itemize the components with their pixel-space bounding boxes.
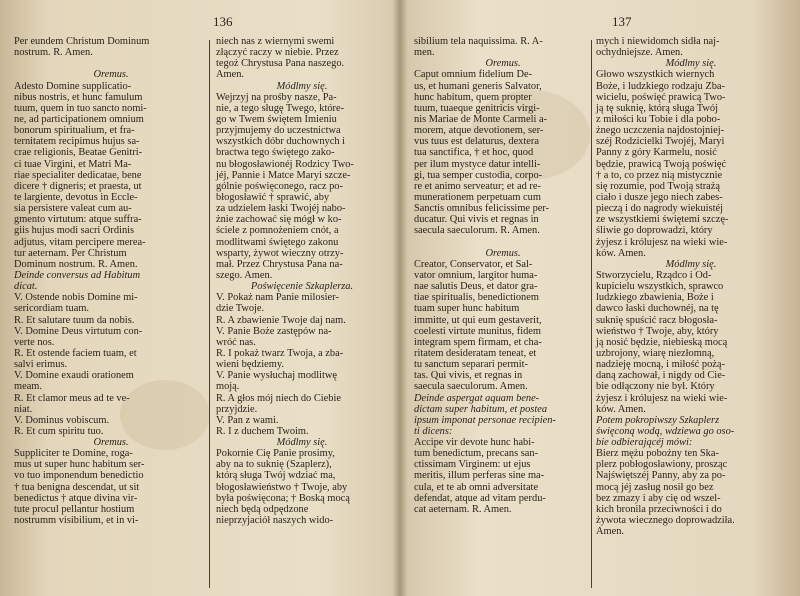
text-line: coelesti virtute munitus, fidem: [414, 325, 541, 337]
text-line: giis hujus modi sacri Ordinis: [14, 225, 135, 237]
text-line: ctissimam Virginem: ut ejus: [414, 459, 531, 471]
text-line: się rozumie, pod Twoją strażą: [596, 180, 721, 192]
text-line: wieni będziemy.: [216, 359, 284, 371]
text-line: plerz pobłogosławiony, prosząc: [596, 459, 728, 471]
text-line: mus ut super hunc habitum ser-: [14, 459, 145, 471]
text-line: munerationem perpetuam cum: [414, 191, 541, 203]
section-heading: Oremus.: [485, 58, 521, 70]
text-line: ci tuae Virgini, et Matri Ma-: [14, 158, 132, 170]
text-line: Caput omnium fidelium De-: [414, 69, 533, 81]
text-line: ne, ad participationem omnium: [14, 113, 144, 125]
text-line: V. Pokaż nam Panie milosier-: [216, 292, 339, 304]
text-line: suknię spuścić racz błogosła-: [596, 314, 718, 326]
rubric-line: Deinde aspergat aquam bene-: [414, 392, 540, 404]
text-line: Boże, i ludzkiego rodzaju Zba-: [596, 80, 725, 92]
text-line: Głowo wszystkich wiernych: [596, 69, 715, 81]
text-line: którą sługa Twój wdziać ma,: [216, 470, 336, 482]
text-line: tua sanctifica, † et hoc, quod: [414, 147, 534, 159]
text-line: tuum, quem in tuo sancto nomi-: [14, 102, 147, 114]
text-line: Dominum nostrum. R. Amen.: [14, 258, 138, 270]
text-line: nae salutis Deus, et dator gra-: [414, 281, 538, 293]
text-line: gólnie poświęconego, racz po-: [216, 180, 343, 192]
text-line: niech nas z wiernymi swemi: [216, 36, 335, 47]
text-line: V. Panie wysłuchaj modlitwę: [216, 370, 338, 382]
text-line: daną zachował, i nigdy od Cie-: [596, 370, 726, 382]
text-line: saecula saeculorum. R. Amen.: [414, 225, 540, 237]
text-line: moją.: [216, 381, 240, 393]
text-line: ducatur. Qui vivis et regnas in: [414, 214, 539, 226]
text-line: nie, a tego sługę Twego, które-: [216, 102, 345, 114]
text-line: meam.: [14, 381, 42, 393]
text-line: ze wszystkiemi świętemi szczę-: [596, 214, 729, 226]
rubric-line: dicat.: [14, 281, 38, 293]
text-line: salvi erimus.: [14, 359, 68, 371]
text-line: tuam super hunc habitum: [414, 303, 520, 315]
text-line: Adesto Domine supplicatio-: [14, 80, 132, 92]
text-line: nibus nostris, et hunc famulum: [14, 91, 143, 103]
latin-column: [414, 36, 592, 515]
text-line: tur aeternam. Per Christum: [14, 247, 127, 259]
text-line: dawco łaski duchownéj, na tę: [596, 303, 719, 315]
text-line: modlitwami świętego zakonu: [216, 236, 339, 248]
text-line: żywota wiecznego doprowadziła.: [596, 515, 735, 527]
text-line: V. Domine exaudi orationem: [14, 370, 134, 382]
text-line: będzie, prawicą Twoją poświęć: [596, 158, 727, 170]
text-line: jéj, Pannie i Matce Maryi szcze-: [216, 169, 351, 181]
text-line: vus tuus est delaturus, dextera: [414, 136, 539, 148]
section-heading: Oremus.: [485, 247, 521, 259]
text-line: tuum, tuaeque genitricis virgi-: [414, 102, 540, 114]
text-line: żnie zachować się mógł w ko-: [216, 214, 342, 226]
rubric-line: ti dicens:: [414, 425, 453, 437]
text-line: V. Panie Boże zastępów na-: [216, 325, 332, 337]
text-line: crae religionis, Beatae Genitri-: [14, 147, 143, 159]
text-line: ków. Amen.: [596, 403, 646, 415]
text-line: R. A zbawienie Twoje daj nam.: [216, 314, 346, 326]
text-line: błogosławić † sprawić, aby: [216, 191, 330, 203]
text-line: mał. Przez Chrystusa Pana na-: [216, 258, 343, 270]
text-line: ciało i dusze jego niech zabes-: [596, 191, 723, 203]
text-line: Sanctis omnibus felicissime per-: [414, 203, 550, 215]
text-line: Bierz mężu pobożny ten Ska-: [596, 448, 719, 460]
text-line: Per eundem Christum Dominum: [14, 36, 150, 47]
text-line: saecula saeculorum. Amen.: [414, 381, 528, 393]
text-line: morem, atque devotionem, ser-: [414, 125, 544, 137]
text-line: przyjmujemy do uczestnictwa: [216, 125, 341, 137]
text-line: pieczą i do nagrody wiekuistéj: [596, 203, 723, 215]
text-line: R. Et clamor meus ad te ve-: [14, 392, 130, 404]
text-line: V. Ostende nobis Domine mi-: [14, 292, 138, 304]
text-line: tegoż Chrystusa Pana naszego.: [216, 58, 345, 70]
text-line: széj Rodzicielki Twojéj, Maryi: [596, 136, 725, 148]
text-line: us, et humani generis Salvator,: [414, 80, 542, 92]
text-line: żyjesz i królujesz na wieki wie-: [596, 236, 728, 248]
section-heading: Módlmy się.: [276, 437, 328, 449]
page-number: 136: [213, 14, 233, 29]
section-heading: Oremus.: [93, 69, 129, 81]
text-line: hunc habitum, quem propter: [414, 91, 532, 103]
text-line: wicielu, poświęć prawicą Two-: [596, 91, 726, 103]
text-line: nis Mariae de Monte Carmeli a-: [414, 113, 548, 125]
text-line: V. Dominus vobiscum.: [14, 414, 110, 426]
text-line: sericordiam tuam.: [14, 303, 90, 315]
text-line: vo tuo imponendum benedictio: [14, 470, 144, 482]
text-line: V. Domine Deus virtutum con-: [14, 325, 143, 337]
rubric-line: dictam super habitum, et postea: [414, 403, 548, 415]
text-line: Amen.: [596, 526, 624, 538]
text-line: nadzieję mocną, i miłość pożą-: [596, 359, 725, 371]
text-line: przyjdzie.: [216, 403, 258, 415]
text-line: dicere † digneris; et praesta, ut: [14, 180, 142, 192]
text-line: meritis, illum perferas sine ma-: [414, 470, 545, 482]
text-line: R. I pokaż twarz Twoja, a zba-: [216, 347, 344, 359]
rubric-line: święconą wodą, wdziewa go oso-: [596, 425, 735, 437]
text-line: † tua benigna descendat, ut sit: [14, 481, 140, 493]
text-line: riae specialiter dedicatae, bene: [14, 169, 142, 181]
text-line: bractwa tego świętego zako-: [216, 147, 335, 159]
rubric-line: bie odbierającéj mówi:: [596, 437, 693, 449]
text-line: wszystkich dóbr duchownych i: [216, 136, 345, 148]
text-line: tum benedictum, precans san-: [414, 448, 539, 460]
section-heading: Oremus.: [93, 437, 129, 449]
text-line: uzbrojony, wiarę niezłomną,: [596, 347, 715, 359]
text-line: ków. Amen.: [596, 247, 646, 259]
text-line: cula, et te ab omni adversitate: [414, 481, 539, 493]
text-line: kupicielu wszystkich, sprawco: [596, 281, 724, 293]
section-heading: Poświęcenie Szkaplerza.: [250, 281, 354, 293]
text-line: vator omnium, largitor huma-: [414, 269, 538, 281]
polish-column: [596, 36, 786, 537]
text-line: Najświętszéj Panny, aby za po-: [596, 470, 726, 482]
text-line: nostrumm visibilium, et in vi-: [14, 515, 139, 527]
text-line: R. Et salutare tuum da nobis.: [14, 314, 135, 326]
text-line: men.: [414, 47, 435, 59]
text-line: nostrum. R. Amen.: [14, 47, 93, 59]
text-line: Suppliciter te Domine, roga-: [14, 448, 133, 460]
text-line: nieprzyjaciół naszych wido-: [216, 515, 334, 527]
text-line: niat.: [14, 403, 33, 415]
text-line: wsparty, żywot wieczny otrzy-: [216, 247, 344, 259]
text-line: tiae spiritualis, benedictionem: [414, 292, 539, 304]
text-line: immitte, ut qui eum gestaverit,: [414, 314, 542, 326]
text-line: Stworzycielu, Rządco i Od-: [596, 269, 712, 281]
text-line: cat aeternam. R. Amen.: [414, 503, 512, 515]
text-line: defendat, atque ad vitam perdu-: [414, 492, 546, 504]
text-line: szego. Amen.: [216, 269, 273, 281]
text-line: † a to, co przez nią mistycznie: [596, 169, 723, 181]
right-page: [400, 0, 800, 596]
text-line: Panny z góry Karmelu, nosić: [596, 147, 717, 159]
column-divider: [209, 40, 210, 588]
text-line: ludzkiego zbawienia, Boże i: [596, 292, 714, 304]
text-line: benedictus † atque divina vir-: [14, 492, 138, 504]
latin-column: [14, 36, 208, 526]
text-line: ochydniejsze. Amen.: [596, 47, 683, 59]
text-line: bonorum spiritualium, et fra-: [14, 125, 135, 137]
section-heading: Módlmy się.: [276, 80, 328, 92]
text-line: gi, tua semper custodia, corpo-: [414, 169, 543, 181]
text-line: mocą jéj zasług nosił go bez: [596, 481, 714, 493]
rubric-line: ipsum imponat personae recipien-: [414, 414, 556, 426]
text-line: Pokornie Cię Panie prosimy,: [216, 448, 335, 460]
text-line: V. Pan z wami.: [216, 414, 279, 426]
text-line: tas. Qui vivis, et regnas in: [414, 370, 523, 382]
text-line: [14, 58, 208, 69]
text-line: sibilium tela naquissima. R. A-: [414, 36, 543, 47]
page-number: 137: [612, 14, 632, 29]
text-line: tu sanctum separari permit-: [414, 359, 528, 371]
text-line: integram spem firmam, et cha-: [414, 336, 542, 348]
text-line: ją tę suknię, którą sługa Twój: [596, 102, 719, 114]
text-line: tute procul pellantur hostium: [14, 503, 135, 515]
text-line: gmento virtutum: atque suffra-: [14, 214, 142, 226]
text-line: ją nosić będzie, niebieską mocą: [596, 336, 728, 348]
polish-column: [216, 36, 388, 526]
text-line: żnego uczczenia najdostojniej-: [596, 125, 725, 137]
text-line: kich bronila przeciwności i do: [596, 503, 722, 515]
text-line: mych i niewidomch sidła naj-: [596, 36, 720, 47]
section-heading: Módlmy się.: [665, 258, 717, 270]
text-line: bez zmazy i aby cię od wszel-: [596, 492, 721, 504]
text-line: za udzielem łaski Twojéj nabo-: [216, 203, 346, 215]
text-line: te largiente, devotus in Eccle-: [14, 191, 138, 203]
text-line: dzie Twoje.: [216, 303, 265, 315]
text-line: Wejrzyj na prośby nasze, Pa-: [216, 91, 337, 103]
text-line: wróć nas.: [216, 336, 256, 348]
text-line: Amen.: [216, 69, 244, 81]
text-line: R. Et ostende faciem tuam, et: [14, 347, 137, 359]
text-line: R. I z duchem Twoim.: [216, 425, 309, 437]
text-line: była poświęcona; † Boską mocą: [216, 492, 350, 504]
text-line: ściele z pomnożeniem cnót, a: [216, 225, 339, 237]
text-line: niech będą odpędzone: [216, 503, 309, 515]
text-line: śliwie go doprowadzi, który: [596, 225, 713, 237]
text-line: re et animo serveatur; et ad re-: [414, 180, 541, 192]
text-line: per ilum mystyce datur intelli-: [414, 158, 541, 170]
text-line: nu błogosławionéj Rodzicy Two-: [216, 158, 354, 170]
text-line: Creator, Conservator, et Sal-: [414, 258, 533, 270]
text-line: adjutus, vitam percipere merea-: [14, 236, 146, 248]
rubric-line: Potem pokropiwszy Szkaplerz: [596, 414, 720, 426]
text-line: ritatem desideratam teneat, et: [414, 347, 537, 359]
text-line: aby na to suknię (Szaplerz),: [216, 459, 332, 471]
text-line: verte nos.: [14, 336, 55, 348]
text-line: żyjesz i królujesz na wieki wie-: [596, 392, 728, 404]
text-line: R. A głos mój niech do Ciebie: [216, 392, 341, 404]
text-line: ternitatem recipimus hujus sa-: [14, 136, 140, 148]
text-line: Accipe vir devote hunc habi-: [414, 437, 535, 449]
text-line: z miłości ku Tobie i dla pobo-: [596, 113, 721, 125]
text-line: [414, 237, 592, 248]
text-line: bie odłączony nie był. Który: [596, 381, 715, 393]
text-line: R. Et cum spiritu tuo.: [14, 425, 104, 437]
text-line: sia persistere valeat cum au-: [14, 203, 132, 215]
section-heading: Módlmy się.: [665, 58, 717, 70]
text-line: złączyć raczy w niebie. Przez: [216, 47, 339, 59]
text-line: wieństwo † Twoje, aby, który: [596, 325, 719, 337]
rubric-line: Deinde conversus ad Habitum: [14, 269, 141, 281]
text-line: go w Twem świętem Imieniu: [216, 113, 337, 125]
text-line: błogosławieństwo † Twoje, aby: [216, 481, 348, 493]
